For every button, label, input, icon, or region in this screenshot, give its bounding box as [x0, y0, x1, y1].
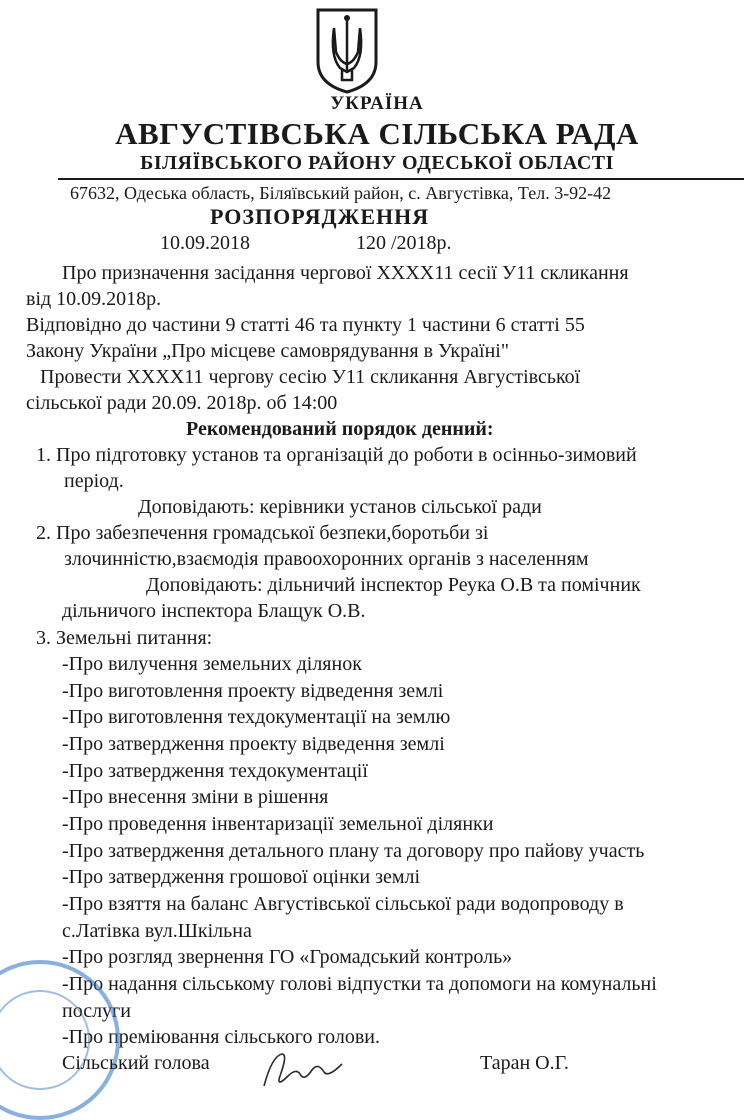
signatory-name: Таран О.Г.: [480, 1052, 569, 1074]
land-item: послуги: [62, 1000, 131, 1022]
subject-line: від 10.09.2018р.: [26, 288, 162, 310]
agenda-item: 2. Про забезпечення громадської безпеки,боротьби зі: [36, 522, 489, 544]
order-line: сільської ради 20.09. 2018р. об 14:00: [26, 392, 338, 414]
land-item: -Про затвердження детального плану та договору про пайову участь: [62, 840, 645, 862]
land-item: -Про взяття на баланс Августівської сільської ради водопроводу в: [62, 893, 624, 915]
signatory-position: Сільський голова: [62, 1052, 210, 1074]
document-title: РОЗПОРЯДЖЕННЯ: [210, 204, 430, 229]
header-divider: [58, 178, 744, 180]
agenda-speaker: дільничого інспектора Блащук О.В.: [62, 600, 366, 622]
land-item: -Про преміювання сільського голови.: [62, 1026, 381, 1048]
district-name: БІЛЯЇВСЬКОГО РАЙОНУ ОДЕСЬКОЇ ОБЛАСТІ: [140, 152, 614, 174]
land-item: -Про вилучення земельних ділянок: [62, 653, 362, 675]
council-address: 67632, Одеська область, Біляївський район, с. Августівка, Тел. 3-92-42: [70, 183, 612, 203]
land-item: -Про затвердження техдокументації: [62, 760, 368, 782]
basis-line: Відповідно до частини 9 статті 46 та пункту 1 частини 6 статті 55: [26, 314, 585, 336]
land-item: -Про виготовлення техдокументації на землю: [62, 706, 451, 728]
trident-emblem-icon: [314, 6, 380, 94]
agenda-heading: Рекомендований порядок денний:: [186, 418, 494, 440]
agenda-item: період.: [64, 470, 124, 492]
land-item: -Про проведення інвентаризації земельної ділянки: [62, 813, 494, 835]
land-item: -Про розгляд звернення ГО «Громадський контроль»: [62, 946, 513, 968]
land-item: -Про внесення зміни в рішення: [62, 786, 329, 808]
land-item: -Про затвердження проекту відведення землі: [62, 733, 445, 755]
signature-icon: [258, 1046, 348, 1092]
agenda-item: злочинністю,взаємодія правоохоронних органів з населенням: [64, 548, 589, 570]
land-item: с.Латівка вул.Шкільна: [62, 920, 252, 942]
subject-line: Про призначення засідання чергової ХХХХ11 сесії У11 скликання: [62, 262, 629, 284]
agenda-speaker: Доповідають: дільничий інспектор Реука О.В та помічник: [146, 574, 641, 596]
basis-line: Закону України „Про місцеве самоврядування в Україні": [26, 340, 510, 362]
agenda-item: 3. Земельні питання:: [36, 627, 213, 649]
agenda-speaker: Доповідають: керівники установ сільської ради: [138, 496, 542, 518]
document-number: 120 /2018р.: [356, 232, 452, 254]
land-item: -Про затвердження грошової оцінки землі: [62, 866, 421, 888]
land-item: -Про виготовлення проекту відведення землі: [62, 680, 444, 702]
document-date: 10.09.2018: [160, 232, 250, 254]
land-item: -Про надання сільському голові відпустки та допомоги на комунальні: [62, 973, 657, 995]
order-line: Провести ХХХХ11 чергову сесію У11 скликання Августівської: [40, 366, 581, 388]
council-name: АВГУСТІВСЬКА СІЛЬСЬКА РАДА: [115, 116, 639, 151]
country-name: УКРАЇНА: [330, 93, 424, 114]
agenda-item: 1. Про підготовку установ та організацій до роботи в осінньо-зимовий: [36, 444, 637, 466]
